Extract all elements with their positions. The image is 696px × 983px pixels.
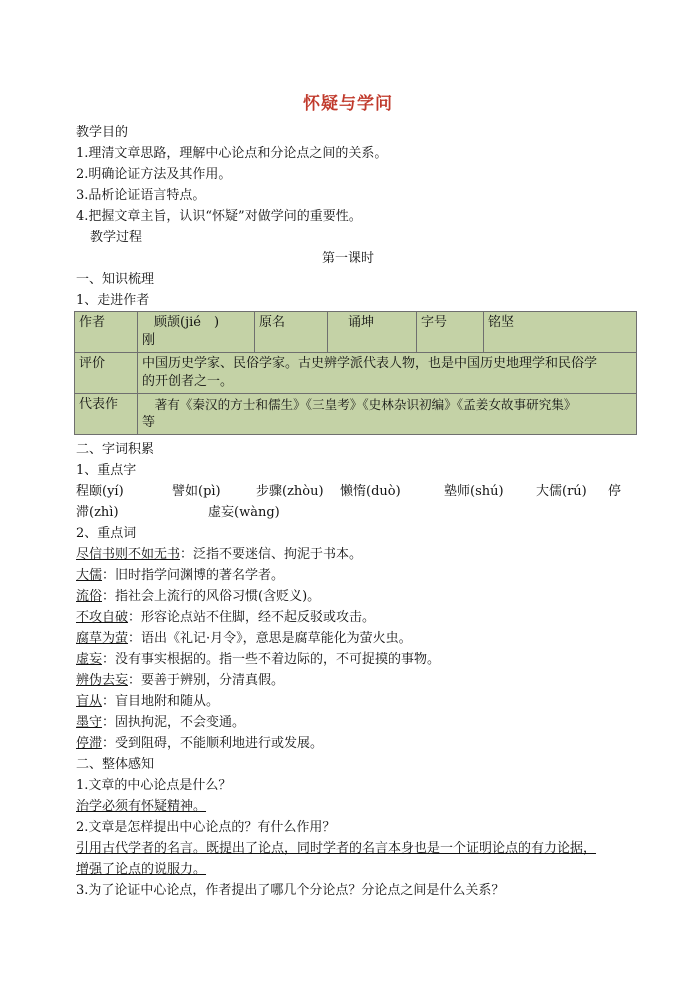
objective-3: 3.品析论证语言特点。 [76,188,206,203]
works-line1: 著有《秦汉的方士和儒生》《三皇考》《史林杂识初编》《孟姜女故事研究集》 [142,397,577,412]
lesson-heading: 第一课时 [321,251,374,266]
answer-2-line2: 增强了论点的说服力。 [76,862,207,877]
term-item [76,651,440,669]
term-word: 腐草为萤 [76,631,129,646]
key-char: 停 [608,484,622,499]
objective-1: 1.理清文章思路，理解中心论点和分论点之间的关系。 [76,146,388,161]
term-word: 尽信书则不如无书 [76,547,181,562]
key-char: 塾师(shú) [444,484,504,499]
term-item [76,714,245,732]
section-key-words: 2、重点词 [76,526,137,541]
key-char: 大儒(rú) [536,484,587,499]
term-word: 停滞 [76,736,103,751]
term-word: 不攻自破 [76,610,129,625]
table-cell: 评价 [75,353,138,394]
author-name-line2: 刚 [142,333,156,348]
key-char: 步骤(zhòu) [256,484,324,499]
term-def: ：旧时指学问渊博的著名学者。 [102,568,285,583]
table-cell [138,353,637,394]
document-title: 怀疑与学问 [303,94,393,114]
question-1: 1.文章的中心论点是什么？ [76,778,232,793]
term-item [76,735,323,753]
objective-4: 4.把握文章主旨，认识“怀疑”对做学问的重要性。 [76,209,362,224]
term-def: ：受到阻碍，不能顺利地进行或发展。 [102,736,324,751]
term-def: ：语出《礼记·月令》，意思是腐草能化为萤火虫。 [128,631,412,646]
section-key-chars: 1、重点字 [76,463,137,478]
table-row [75,353,637,394]
question-3: 3.为了论证中心论点，作者提出了哪几个分论点？分论点之间是什么关系？ [76,883,505,898]
term-word: 盲从 [76,694,103,709]
term-item [76,693,219,711]
table-row [75,312,637,353]
key-chars-row-1 [76,483,636,501]
key-char: 懒惰(duò) [340,484,401,499]
table-cell: 铭坚 [484,312,637,353]
section-overview: 二、整体感知 [76,757,155,772]
evaluation-line1: 中国历史学家、民俗学家。古史辨学派代表人物，也是中国历史地理学和民俗学 [142,356,598,371]
term-def: ：固执拘泥，不会变通。 [102,715,246,730]
section-vocabulary: 二、字词积累 [76,442,155,457]
term-def: ：没有事实根据的。指一些不着边际的，不可捉摸的事物。 [102,652,441,667]
term-def: ：要善于辨别，分清真假。 [128,673,285,688]
term-def: ：泛指不要迷信、拘泥于书本。 [180,547,363,562]
key-char: 虚妄(wàng) [208,505,280,520]
table-cell: 作者 [75,312,138,353]
term-word: 虚妄 [76,652,103,667]
term-def: ：盲目地附和随从。 [102,694,220,709]
key-char: 滞(zhì) [76,505,119,520]
question-2: 2.文章是怎样提出中心论点的？有什么作用？ [76,820,336,835]
table-row [75,394,637,435]
objectives-heading: 教学目的 [76,125,129,140]
term-item [76,567,284,585]
term-def: ：指社会上流行的风俗习惯(含贬义)。 [102,589,321,604]
author-table [74,311,637,435]
table-cell: 诵坤 [328,312,417,353]
table-cell: 字号 [417,312,484,353]
table-cell: 原名 [255,312,328,353]
term-word: 流俗 [76,589,103,604]
answer-2-line1: 引用古代学者的名言。既提出了论点，同时学者的名言本身也是一个证明论点的有力论据， [76,841,597,856]
term-item [76,588,320,606]
table-cell [138,394,637,435]
section-author: 1、走进作者 [76,293,150,308]
answer-1: 治学必须有怀疑精神。 [76,799,207,814]
term-def: ：形容论点站不住脚，经不起反驳或攻击。 [128,610,376,625]
works-line2: 等 [142,415,156,430]
section-knowledge: 一、知识梳理 [76,272,155,287]
table-cell: 代表作 [75,394,138,435]
term-item [76,630,412,648]
objective-2: 2.明确论证方法及其作用。 [76,167,232,182]
term-word: 墨守 [76,715,103,730]
key-char: 譬如(pì) [172,484,221,499]
author-name-line1: 顾颉(jié ) [154,315,220,330]
key-chars-row-2 [76,504,636,522]
term-word: 辨伪去妄 [76,673,129,688]
process-heading: 教学过程 [90,230,143,245]
term-word: 大儒 [76,568,103,583]
term-item [76,672,284,690]
table-cell [138,312,255,353]
term-item [76,609,375,627]
evaluation-line2: 的开创者之一。 [142,374,234,389]
term-item [76,546,362,564]
key-char: 程颐(yí) [76,484,124,499]
